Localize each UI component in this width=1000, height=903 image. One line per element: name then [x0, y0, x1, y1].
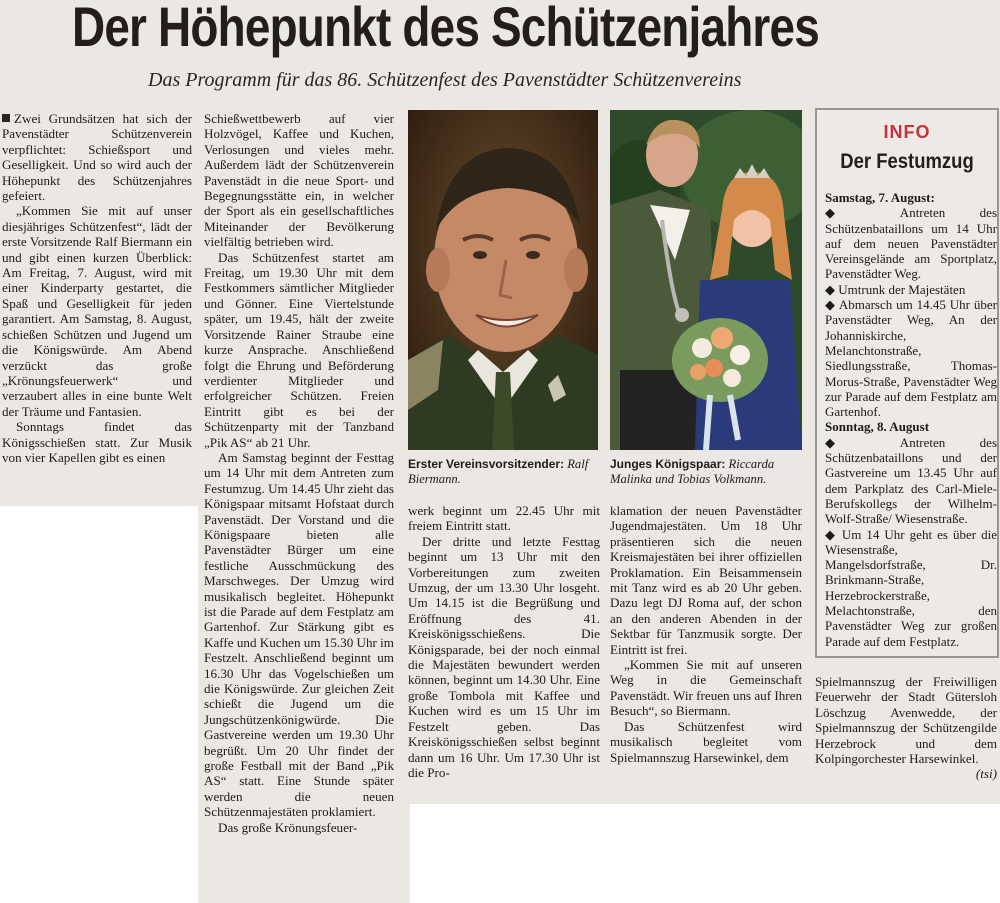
square-bullet-icon — [2, 114, 10, 122]
caption-bold: Junges Königspaar: — [610, 457, 726, 471]
paragraph: Sonntags findet das Königsschießen statt. Zur Musik von vier Kapellen gibt es einen — [2, 419, 192, 465]
paragraph: Der dritte und letzte Festtag beginnt um 13 Uhr mit den Vorbereitungen zum zweiten Umzug, der um 13.30 Uhr losgeht. Um 14.15 ist die Begrüßung und Eröffnung des 41. Kreiskönigsschießens. Die Königsparade, bei der noch einmal die Majestäten bewundert werden können, beginnt um 14.30 Uhr. Eine große Tombola mit Kaffee und Kuchen wird es um 15 Uhr im Festzelt geben. Das Kreiskönigsschießen selbst beginnt dann um 16 Uhr. Um 17.30 Uhr ist die Pro- — [408, 533, 600, 780]
info-item: ◆ Antreten des Schützenbataillons um 14 Uhr auf dem neuen Pavenstädter Vereinsgelände am Sportplatz, Pavenstädter Weg. — [825, 205, 997, 282]
chairman-portrait-image — [408, 110, 598, 450]
info-label: INFO — [883, 122, 931, 142]
royal-couple-photo-caption — [610, 457, 802, 487]
article-column-5 — [815, 674, 997, 782]
royal-couple-image — [610, 110, 802, 450]
paragraph: Schießwettbewerb auf vier Holzvögel, Kaffee und Kuchen, Verlosungen und vieles mehr. Außerdem lädt der Schützenverein Pavenstädt in die neue Sport- und Begegnungsstätte ein, in welcher der Sport als ein gesellschaftliches Miteinander der Bevölkerung vielfältig betrieben wird. — [204, 111, 394, 250]
info-item: ◆ Umtrunk der Majestäten — [825, 281, 966, 297]
paragraph: Spielmannszug der Freiwilligen Feuerwehr der Stadt Gütersloh Löschzug Avenwedde, der Spielmannszug der Schützengilde Herzebrock und dem Kolpingorchester Harsewinkel. — [815, 674, 997, 767]
paragraph: klamation der neuen Pavenstädter Jugendmajestäten. Um 18 Uhr präsentieren sich die neuen Kreismajestäten bei ihrer offiziellen Proklamation. Ein Beisammensein mit Tanz wird es ab 20 Uhr geben. Dazu legt DJ Roma auf, der schon an den anderen Abenden in der Sektbar für Tanzmusik sorgte. Der Eintritt ist frei. — [610, 503, 802, 657]
info-item: ◆ Um 14 Uhr geht es über die Wiesenstraße, Mangelsdorfstraße, Dr. Brinkmann-Straße, Herzebrockerstraße, Melachtonstraße, den Pavenstädter Weg zur großen Parade auf dem Festplatz. — [825, 526, 997, 649]
article-column-3 — [408, 503, 600, 780]
paragraph: Das Schützenfest startet am Freitag, um 19.30 Uhr mit dem Festkommers sämtlicher Mitglieder und Gönner. Eine Viertelstunde später, um 19.45, hält der zweite Vorsitzende Rainer Straube eine kurze Ansprache. Anschließend folgt die Ehrung und Beförderung verdienter Mitglieder und erfolgreicher Schützen. Freien Eintritt gibt es bei der Schützenparty mit der Tanzband „Pik AS“ ab 21 Uhr. — [204, 249, 394, 450]
author-tag: (tsi) — [975, 766, 997, 782]
paragraph: „Kommen Sie mit auf unser diesjähriges Schützenfest“, lädt der erste Vorsitzende Ralf Biermann ein und gibt einen kurzen Überblick: Am Freitag, 7. August, wird mit einer Kinderparty gestartet, die Spaß und Geselligkeit für jeden garantiert. Am Samstag, 8. August, schießen Schützen und Jugend um die Königswürde. Am Abend verzückt das große „Krönungsfeuerwerk“ und verzaubert alles in eine bunte Welt der Träume und Fantasien. — [2, 203, 192, 419]
info-item: ◆ Abmarsch um 14.45 Uhr über Pavenstädter Weg, An der Johanniskirche, Melanchtonstraße, Siedlungsstraße, Thomas-Morus-Straße, Pavenstädter Weg zur Parade auf dem Festplatz am Gartenhof. — [825, 297, 997, 420]
subheadline: Das Programm für das 86. Schützenfest des Pavenstädter Schützenvereins — [148, 69, 742, 91]
info-title: Der Festumzug — [840, 150, 974, 173]
caption-italic: Ralf Biermann. — [408, 457, 589, 486]
info-day-heading: Samstag, 7. August: — [825, 190, 935, 205]
chairman-photo — [408, 110, 598, 450]
paragraph: Das Schützenfest wird musikalisch begleitet vom Spielmannszug Harsewinkel, dem — [610, 718, 802, 765]
paragraph: Am Samstag beginnt der Festtag um 14 Uhr mit dem Antreten zum Festumzug. Um 14.45 Uhr zieht das Königspaar mitsamt Hofstaat durch Pavenstädt. Der Vorstand und die Königspaare bieten alle Pavenstädter Bürger um eine festliche Ausschmückung des Marschweges. Der Umzug wird musikalisch begleitet. Höhepunkt ist die Parade auf dem Festplatz am Gartenhof. Zur Stärkung gibt es Kaffe und Kuchen um 15.30 Uhr im Festzelt. Anschließend beginnt um 16.30 Uhr das Vogelschießen um die Königswürde. Zur gleichen Zeit schießt die Jugend um die Jungschützenkönigwürde. Die Gastvereine werden um 19.30 Uhr begrüßt. Um 20 Uhr findet der große Festball mit der Band „Pik AS“ statt. Eine Stunde später werden die neuen Schützenmajestäten proklamiert. — [204, 449, 394, 820]
info-box — [815, 108, 999, 658]
headline: Der Höhepunkt des Schützenjahres — [72, 0, 819, 58]
article-column-1 — [2, 111, 192, 465]
info-item: ◆ Antreten des Schützenbataillons und der Gastvereine um 13.45 Uhr auf dem Parkplatz des Carl-Miele-Berufskollegs der Wilhelm-Wolf-Straße/ Wiesenstraße. — [825, 434, 997, 527]
paragraph: „Kommen Sie mit auf unseren Weg in die Gemeinschaft Pavenstädt. Wir freuen uns auf Ihren Besuch“, so Biermann. — [610, 657, 802, 719]
caption-italic: Riccarda Malinka und Tobias Volkmann. — [610, 457, 775, 486]
chairman-photo-caption — [408, 457, 600, 487]
info-body — [825, 190, 997, 649]
paragraph: Das große Krönungsfeuer- — [218, 819, 358, 835]
caption-bold: Erster Vereinsvorsitzender: — [408, 457, 565, 471]
paragraph: Zwei Grundsätzen hat sich der Pavenstädter Schützenverein verpflichtet: Schießsport und Geselligkeit. Und so wird auch der Höhepunkt des Schützenjahres gefeiert. — [2, 111, 192, 204]
article-column-4 — [610, 503, 802, 765]
paragraph: werk beginnt um 22.45 Uhr mit freiem Eintritt statt. — [408, 503, 600, 534]
royal-couple-photo — [610, 110, 802, 450]
info-day-heading: Sonntag, 8. August — [825, 419, 930, 435]
article-column-2 — [204, 111, 394, 835]
